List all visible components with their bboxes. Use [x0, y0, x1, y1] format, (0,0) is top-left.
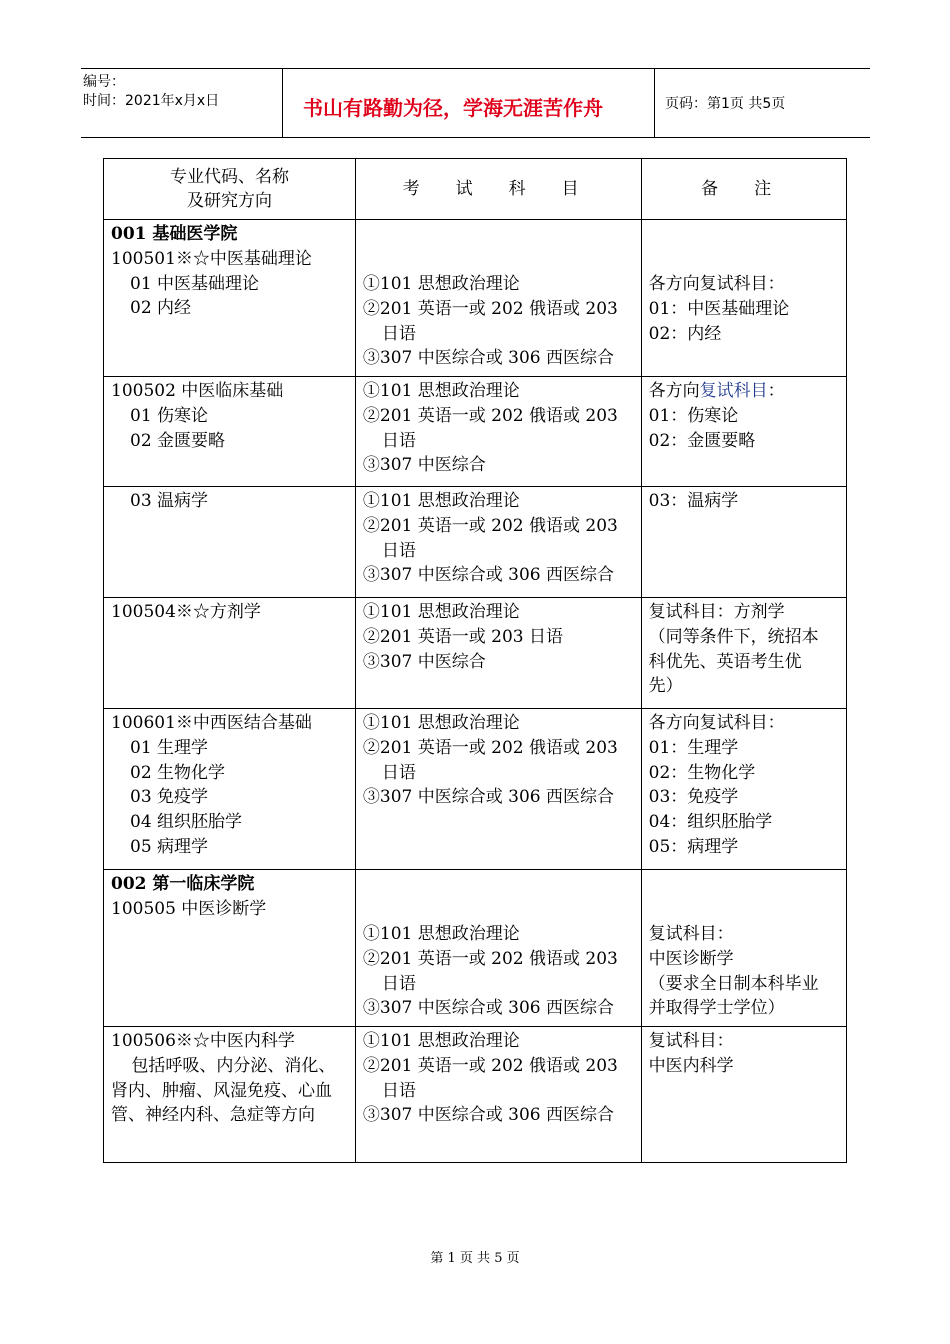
header-major-line1: 专业代码、名称	[169, 167, 289, 187]
exam-item: ②201 英语一或 203 日语	[362, 626, 564, 647]
exam-item: ③307 中医综合或 306 西医综合	[362, 565, 615, 586]
note-link-text: 复试科目	[699, 381, 768, 401]
note-line: 01：生理学	[648, 737, 739, 758]
direction-item: 05 病理学	[130, 836, 209, 857]
major-name: 100506※☆中医内科学	[111, 1031, 295, 1051]
direction-item: 01 生理学	[130, 737, 209, 758]
exam-item: ③307 中医综合或 306 西医综合	[362, 1105, 615, 1126]
page-header	[81, 68, 870, 138]
note-line: 01：中医基础理论	[648, 298, 790, 319]
exam-item: ①101 思想政治理论	[362, 274, 520, 294]
exam-item-cont: 日语	[381, 540, 416, 561]
header-exam-label: 考 试 科 目	[402, 179, 594, 199]
direction-item: 03 免疫学	[130, 787, 209, 808]
note-line	[649, 379, 839, 404]
direction-item: 02 生物化学	[130, 762, 226, 783]
note-line: 复试科目：	[648, 924, 734, 944]
note-line: 03：免疫学	[648, 787, 739, 808]
exam-item: ②201 英语一或 202 俄语或 203	[362, 948, 618, 969]
note-line: 01：伤寒论	[648, 405, 739, 426]
page-footer: 第 1 页 共 5 页	[430, 1251, 520, 1266]
exam-item: ①101 思想政治理论	[362, 602, 520, 622]
major-name: 100505 中医诊断学	[111, 898, 267, 919]
note-line: 02：内经	[648, 323, 722, 344]
header-major	[104, 159, 356, 220]
note-line: 03：温病学	[648, 491, 739, 511]
exam-subject-table	[103, 158, 847, 1163]
note-line: 复试科目：	[648, 1031, 734, 1051]
note-line: 各方向复试科目：	[648, 713, 785, 733]
note-cell	[641, 377, 846, 487]
major-cell	[104, 598, 356, 709]
major-name: 100601※中西医结合基础	[111, 713, 312, 733]
exam-cell	[355, 220, 641, 377]
serial-label: 编号：	[83, 74, 125, 90]
motto-text: 书山有路勤为径，学海无涯苦作舟	[303, 96, 603, 120]
table-row	[104, 709, 847, 870]
major-name: 100504※☆方剂学	[111, 602, 261, 622]
exam-cell	[355, 598, 641, 709]
note-cell	[641, 870, 846, 1027]
exam-item: ③307 中医综合	[362, 455, 486, 476]
exam-item-cont: 日语	[381, 430, 416, 451]
exam-item: ①101 思想政治理论	[362, 924, 520, 944]
exam-item: ①101 思想政治理论	[362, 381, 520, 401]
exam-cell	[355, 377, 641, 487]
table-row	[104, 1027, 847, 1163]
note-cell	[641, 487, 846, 598]
note-line: 并取得学士学位）	[648, 998, 785, 1019]
exam-item: ③307 中医综合或 306 西医综合	[362, 348, 615, 369]
note-text: ：	[767, 381, 785, 401]
direction-item: 04 组织胚胎学	[130, 812, 243, 833]
major-cell	[104, 220, 356, 377]
direction-item: 02 内经	[130, 298, 192, 319]
header-note	[641, 159, 846, 220]
major-cell	[104, 487, 356, 598]
exam-item: ②201 英语一或 202 俄语或 203	[362, 515, 618, 536]
note-line: 中医诊断学	[648, 948, 734, 969]
major-cell	[104, 1027, 356, 1163]
exam-item-cont: 日语	[381, 1080, 416, 1101]
table-row	[104, 870, 847, 1027]
direction-item: 02 金匮要略	[130, 430, 226, 451]
major-name: 100502 中医临床基础	[111, 381, 284, 401]
major-cell	[104, 709, 356, 870]
table-row	[104, 377, 847, 487]
note-line: 04：组织胚胎学	[648, 812, 773, 833]
college-name: 002 第一临床学院	[111, 874, 255, 894]
direction-description	[111, 1054, 348, 1128]
exam-cell	[355, 1027, 641, 1163]
major-cell	[104, 870, 356, 1027]
note-line: 先）	[648, 676, 683, 697]
note-line: 中医内科学	[648, 1055, 734, 1076]
note-cell	[641, 598, 846, 709]
direction-item: 01 中医基础理论	[130, 273, 260, 294]
note-text: 各方向	[648, 381, 700, 401]
exam-item-cont: 日语	[381, 973, 416, 994]
exam-cell	[355, 870, 641, 1027]
note-line: 02：金匮要略	[648, 430, 756, 451]
exam-item: ②201 英语一或 202 俄语或 203	[362, 1055, 618, 1076]
direction-description-text: 包括呼吸、内分泌、消化、肾内、肿瘤、风湿免疫、心血管、神经内科、急症等方向	[111, 1055, 336, 1126]
note-line: （要求全日制本科毕业	[648, 973, 819, 994]
exam-item: ③307 中医综合	[362, 651, 486, 672]
header-exam	[355, 159, 641, 220]
direction-item: 03 温病学	[130, 491, 209, 511]
time-label: 时间：2021年x月x日	[83, 93, 220, 109]
exam-item-cont: 日语	[381, 762, 416, 783]
exam-cell	[355, 709, 641, 870]
note-line: 各方向复试科目：	[648, 274, 785, 294]
exam-item: ①101 思想政治理论	[362, 1031, 520, 1051]
note-cell	[641, 1027, 846, 1163]
table-header-row	[104, 159, 847, 220]
major-name: 100501※☆中医基础理论	[111, 248, 312, 269]
note-cell	[641, 220, 846, 377]
direction-item: 01 伤寒论	[130, 405, 209, 426]
header-note-label: 备 注	[701, 179, 787, 199]
table-row	[104, 487, 847, 598]
major-cell	[104, 377, 356, 487]
college-name: 001 基础医学院	[111, 224, 238, 244]
exam-item: ①101 思想政治理论	[362, 491, 520, 511]
exam-item: ②201 英语一或 202 俄语或 203	[362, 298, 618, 319]
header-major-line2: 及研究方向	[186, 191, 272, 211]
header-meta	[81, 69, 283, 141]
note-line: 科优先、英语考生优	[648, 651, 802, 672]
exam-cell	[355, 487, 641, 598]
header-motto-cell	[282, 69, 655, 137]
note-line: 02：生物化学	[648, 762, 756, 783]
table-row	[104, 598, 847, 709]
note-line: 05：病理学	[648, 836, 739, 857]
exam-item: ③307 中医综合或 306 西医综合	[362, 787, 615, 808]
exam-item: ②201 英语一或 202 俄语或 203	[362, 737, 618, 758]
page-info: 页码：第1页 共5页	[665, 96, 786, 112]
exam-item-cont: 日语	[381, 323, 416, 344]
note-line: 复试科目：方剂学	[648, 602, 785, 622]
note-line: （同等条件下，统招本	[648, 626, 819, 647]
exam-item: ②201 英语一或 202 俄语或 203	[362, 405, 618, 426]
exam-item: ③307 中医综合或 306 西医综合	[362, 998, 615, 1019]
note-cell	[641, 709, 846, 870]
table-row	[104, 220, 847, 377]
exam-item: ①101 思想政治理论	[362, 713, 520, 733]
